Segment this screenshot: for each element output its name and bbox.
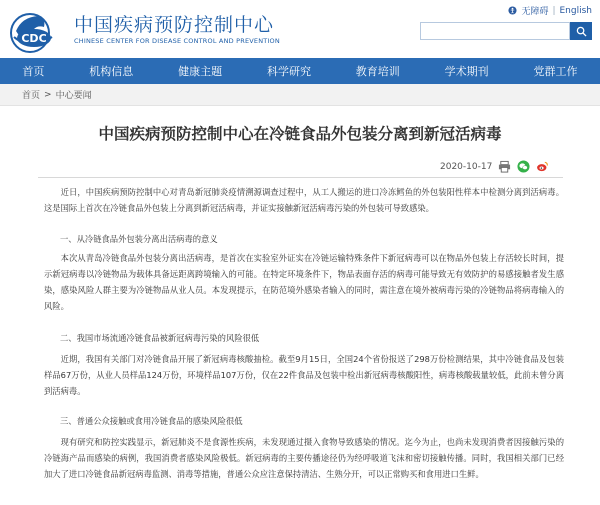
print-icon[interactable] bbox=[498, 160, 511, 173]
article-title: 中国疾病预防控制中心在冷链食品外包装分离到新冠活病毒 bbox=[98, 125, 502, 143]
breadcrumb-separator: > bbox=[44, 89, 52, 100]
search-icon bbox=[576, 26, 587, 37]
article-heading-1: 一、从冷链食品外包装分离出活病毒的意义 bbox=[60, 234, 218, 244]
main-nav bbox=[0, 58, 600, 84]
site-subtitle: CHINESE CENTER FOR DISEASE CONTROL AND PREVENTION bbox=[74, 37, 280, 45]
nav-item-journals[interactable]: 学术期刊 bbox=[444, 65, 489, 78]
search-button[interactable] bbox=[570, 22, 592, 40]
top-links-separator: | bbox=[552, 5, 556, 16]
english-link[interactable]: English bbox=[559, 5, 592, 16]
article-date: 2020-10-17 bbox=[440, 161, 493, 172]
search-input[interactable] bbox=[420, 22, 570, 40]
cdc-globe-logo[interactable] bbox=[8, 7, 66, 53]
nav-item-research[interactable]: 科学研究 bbox=[266, 65, 311, 78]
nav-item-education[interactable]: 教育培训 bbox=[355, 65, 400, 78]
nav-item-health-topics[interactable]: 健康主题 bbox=[178, 65, 223, 78]
site-header bbox=[0, 0, 600, 58]
article-paragraph-1: 本次从青岛冷链食品外包装分离出活病毒，是首次在实验室外证实在冷链运输特殊条件下新冠病毒可以在物品外包装上存活较长时间，提示新冠病毒以冷链物品为载体具备远距离跨境输入的可能。在特定环境条件下，物品表面存活的病毒可能导致无有效防护的易感接触者发生感染，感染风险人群主要为冷链物品从业人员。本发现提示，在防范境外感染者输入的同时，需注意在境外被病毒污染的冷链物品将病毒输入的风险。 bbox=[44, 253, 564, 311]
top-links bbox=[508, 4, 592, 17]
weibo-icon[interactable] bbox=[536, 160, 549, 173]
breadcrumb-current[interactable]: 中心要闻 bbox=[55, 91, 92, 101]
logo-text: CDC bbox=[21, 32, 47, 45]
article-paragraph-3: 现有研究和防控实践显示，新冠肺炎不是食源性疾病，未发现通过摄入食物导致感染的情况。迄今为止，也尚未发现消费者因接触污染的冷链海产品而感染的病例，我国消费者感染风险极低。新冠病毒的主要传播途径仍为经呼吸道飞沫和密切接触传播。同时，我国相关部门已经加大了进口冷链食品新冠病毒监测、消毒等措施，普通公众应注意保持清洁、生熟分开，可以正常购买和食用进口生鲜。 bbox=[44, 437, 564, 479]
article-heading-2: 二、我国市场流通冷链食品被新冠病毒污染的风险很低 bbox=[60, 333, 260, 343]
article-heading-3: 三、普通公众接触或食用冷链食品的感染风险很低 bbox=[60, 416, 243, 426]
article-paragraph-2: 近期，我国有关部门对冷链食品开展了新冠病毒核酸抽检。截至9月15日，全国24个省份报送了298万份检测结果，其中冷链食品及包装样品67万份，从业人员样品124万份，环境样品107万份，仅在22件食品及包装中检出新冠病毒核酸阳性，病毒核酸载量较低，此前未曾分离到活病毒。 bbox=[44, 354, 564, 396]
accessibility-icon bbox=[508, 6, 517, 15]
article-paragraph-intro: 近日，中国疾病预防控制中心对青岛新冠肺炎疫情溯源调查过程中，从工人搬运的进口冷冻鳕鱼的外包装阳性样本中检测分离到活病毒。这是国际上首次在冷链食品外包装上分离到新冠活病毒，并证实接触新冠活病毒污染的外包装可导致感染。 bbox=[44, 187, 564, 213]
wechat-icon[interactable] bbox=[517, 160, 530, 173]
breadcrumb-home[interactable]: 首页 bbox=[22, 91, 41, 101]
article-divider bbox=[38, 177, 563, 178]
nav-item-party-work[interactable]: 党群工作 bbox=[533, 65, 578, 78]
article-meta bbox=[440, 160, 549, 173]
accessibility-link[interactable]: 无障碍 bbox=[521, 7, 549, 17]
nav-item-organization[interactable]: 机构信息 bbox=[89, 65, 134, 78]
nav-item-home[interactable]: 首页 bbox=[22, 65, 45, 78]
site-title[interactable]: 中国疾病预防控制中心 bbox=[74, 14, 275, 36]
breadcrumb bbox=[0, 84, 600, 106]
